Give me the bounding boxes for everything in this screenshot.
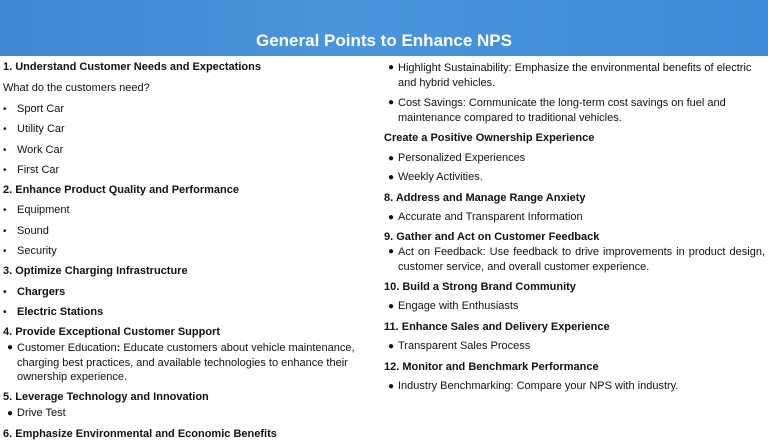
list-item: ● Cost Savings: Communicate the long-term cost savings on fuel and maintenance compared to traditional vehicles. [388,97,726,124]
section-11-heading: 11. Enhance Sales and Delivery Experience [384,321,610,333]
section-10-heading: 10. Build a Strong Brand Community [384,281,576,293]
section-9-heading: 9. Gather and Act on Customer Feedback [384,231,600,243]
section-2-list [3,203,363,264]
section-12-heading: 12. Monitor and Benchmark Performance [384,361,599,373]
bullet-icon: ● [388,381,395,392]
bullet-icon: • [3,205,7,216]
section-1-heading: 1. Understand Customer Needs and Expectations [3,61,261,73]
bullet-icon: ● [388,341,395,352]
bullet-icon: • [3,145,7,156]
left-column [3,60,363,441]
bullet-icon: • [3,246,7,257]
list-item: • Sport Car [3,103,65,115]
bullet-icon: ● [388,97,395,108]
list-item: • First Car [3,164,60,176]
list-item: ● Engage with Enthusiasts [388,300,519,312]
list-item: • Security [3,245,57,257]
section-2-heading: 2. Enhance Product Quality and Performance [3,184,239,196]
bullet-icon: • [3,287,7,298]
section-5-heading: 5. Leverage Technology and Innovation [3,391,209,403]
list-item: • Utility Car [3,123,65,135]
bullet-icon: • [3,124,7,135]
title-banner [0,0,768,56]
list-item: ● Act on Feedback: Use feedback to drive improvements in product design, customer service, and overall customer experience. [388,246,765,273]
section-8-heading: 8. Address and Manage Range Anxiety [384,192,586,204]
bullet-icon: ● [388,301,395,312]
bullet-icon: ● [388,153,395,164]
list-item: • Electric Stations [3,306,104,318]
customer-education-label: Customer Education [17,342,117,354]
bullet-icon: ● [388,62,395,73]
list-item: • Equipment [3,204,70,216]
bullet-icon: ● [7,408,14,419]
bullet-icon: ● [7,342,14,353]
list-item: ● Accurate and Transparent Information [388,211,583,223]
bullet-icon: ● [388,246,395,257]
page-title: General Points to Enhance NPS [255,31,512,50]
bullet-icon: • [3,165,7,176]
bullet-icon: • [3,226,7,237]
section-7-heading: Create a Positive Ownership Experience [384,132,595,144]
list-item: ● Highlight Sustainability: Emphasize the environmental benefits of electric and hybrid vehicles. [388,62,752,89]
bullet-icon: • [3,104,7,115]
list-item: ● Personalized Experiences [388,152,526,164]
bullet-icon: • [3,307,7,318]
bullet-icon: ● [388,212,395,223]
section-1-question: What do the customers need? [3,82,150,94]
section-3-heading: 3. Optimize Charging Infrastructure [3,265,188,277]
section-4-heading: 4. Provide Exceptional Customer Support [3,326,220,338]
section-6-heading: 6. Emphasize Environmental and Economic Benefits [3,428,277,440]
list-item: ● Transparent Sales Process [388,340,531,352]
list-item: ● Drive Test [7,407,66,419]
list-item: • Work Car [3,144,64,156]
right-column [384,61,765,399]
list-item: ● Industry Benchmarking: Compare your NPS with industry. [388,380,679,392]
section-1-list [3,102,363,183]
list-item: ● Weekly Activities. [388,171,483,183]
bullet-icon: ● [388,172,395,183]
list-item: • Sound [3,225,49,237]
list-item: ● Customer Education: Educate customers about vehicle maintenance, charging best practices, and available technologies to enhance their ownership experience. [7,342,355,383]
list-item: • Chargers [3,286,66,298]
section-3-list [3,285,363,325]
